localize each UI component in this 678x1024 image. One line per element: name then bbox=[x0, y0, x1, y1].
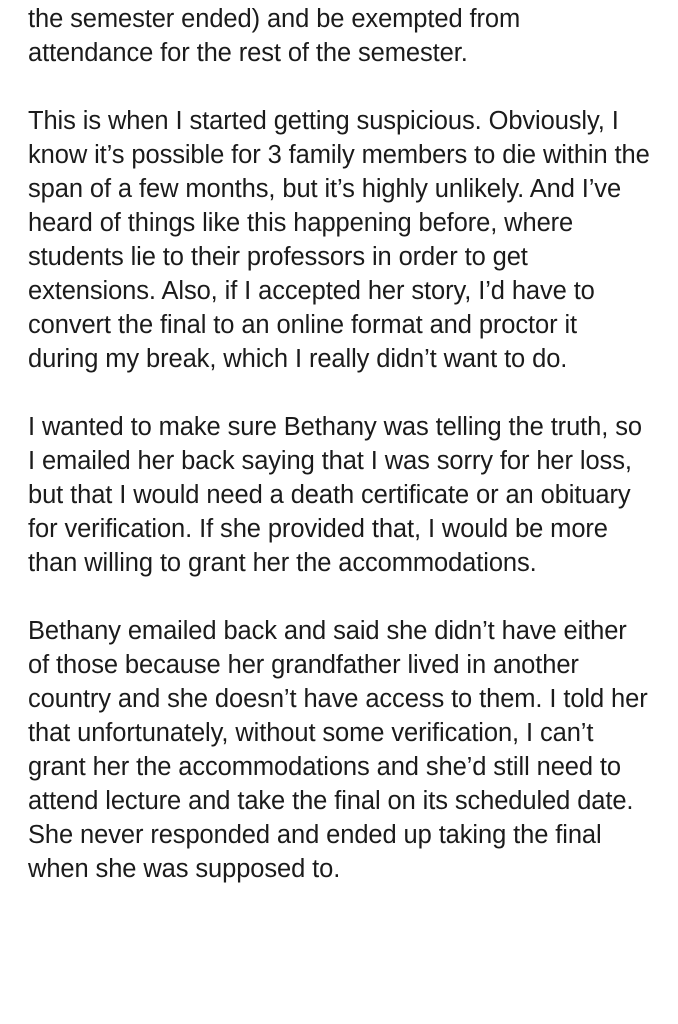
article-body bbox=[28, 0, 657, 886]
paragraph: I wanted to make sure Bethany was telling the truth, so I emailed her back saying that I was sorry for her loss, but that I would need a death certificate or an obituary for verification. If she provided that, I would be more than willing to grant her the accommodations. bbox=[28, 413, 649, 577]
paragraph: This is when I started getting suspicious. Obviously, I know it’s possible for 3 family members to die within the span of a few months, but it’s highly unlikely. And I’ve heard of things like this happening before, where students lie to their professors in order to get extensions. Also, if I accepted her story, I’d have to convert the final to an online format and proctor it during my break, which I really didn’t want to do. bbox=[28, 107, 657, 373]
paragraph: Bethany emailed back and said she didn’t have either of those because her grandfather lived in another country and she doesn’t have access to them. I told her that unfortunately, without some verification, I can’t grant her the accommodations and she’d still need to attend lecture and take the final on its scheduled date. She never responded and ended up taking the final when she was supposed to. bbox=[28, 617, 655, 883]
paragraph: the semester ended) and be exempted from attendance for the rest of the semester. bbox=[28, 5, 528, 67]
